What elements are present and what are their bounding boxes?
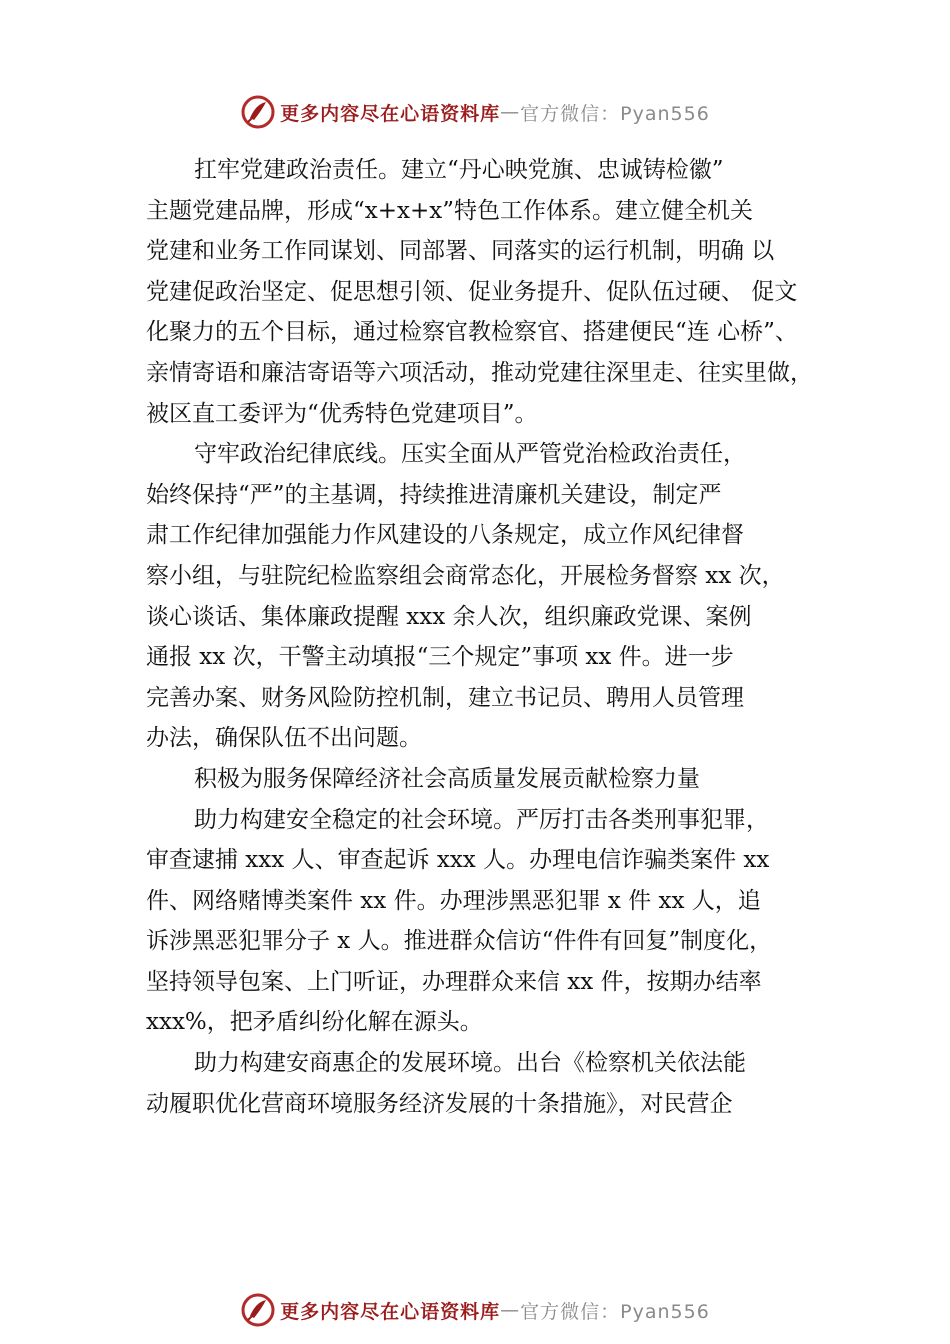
- text-line: 诉涉黑恶犯罪分子 x 人。推进群众信访“件件有回复”制度化，: [146, 928, 773, 955]
- text-line: 助力构建安全稳定的社会环境。严厉打击各类刑事犯罪，: [194, 806, 769, 833]
- section-heading: 积极为服务保障经济社会高质量发展贡献检察力量: [194, 765, 700, 792]
- brush-logo-icon: [240, 94, 276, 130]
- text-line: 始终保持“严”的主基调，持续推进清廉机关建设，制定严: [146, 481, 722, 508]
- banner-contact: 官方微信：Pyan556: [520, 1300, 710, 1323]
- banner-dash: —: [500, 101, 521, 123]
- banner-dash: —: [500, 1299, 521, 1321]
- text-line: 守牢政治纪律底线。压实全面从严管党治检政治责任，: [194, 441, 746, 468]
- banner-brand: 更多内容尽在心语资料库: [280, 102, 501, 125]
- text-line: 谈心谈话、集体廉政提醒 xxx 余人次，组织廉政党课、案例: [146, 603, 752, 630]
- text-line: 审查逮捕 xxx 人、审查起诉 xxx 人。办理电信诈骗类案件 xx: [146, 847, 770, 874]
- text-line: 肃工作纪律加强能力作风建设的八条规定，成立作风纪律督: [146, 522, 744, 549]
- text-line: 党建促政治坚定、促思想引领、促业务提升、促队伍过硬、 促文: [146, 278, 798, 305]
- text-line: 被区直工委评为“优秀特色党建项目”。: [146, 400, 538, 427]
- text-line: 动履职优化营商环境服务经济发展的十条措施》，对民营企: [146, 1090, 733, 1117]
- banner-brand: 更多内容尽在心语资料库: [280, 1300, 501, 1323]
- text-line: xxx%，把矛盾纠纷化解在源头。: [146, 1009, 483, 1036]
- text-line: 化聚力的五个目标，通过检察官教检察官、搭建便民“连 心桥”、: [146, 319, 798, 346]
- text-line: 坚持领导包案、上门听证，办理群众来信 xx 件，按期办结率: [146, 968, 762, 995]
- brush-logo-icon: [240, 1292, 276, 1328]
- text-line: 主题党建品牌，形成“x+x+x”特色工作体系。建立健全机关: [146, 197, 753, 224]
- text-line: 通报 xx 次，干警主动填报“三个规定”事项 xx 件。进一步: [146, 644, 734, 671]
- footer-banner: [0, 1290, 950, 1330]
- text-line: 扛牢党建政治责任。建立“丹心映党旗、忠诚铸检徽”: [194, 157, 724, 183]
- text-line: 件、网络赌博类案件 xx 件。办理涉黑恶犯罪 x 件 xx 人，追: [146, 887, 761, 914]
- text-line: 党建和业务工作同谋划、同部署、同落实的运行机制，明确 以: [146, 238, 775, 265]
- text-line: 察小组，与驻院纪检监察组会商常态化，开展检务督察 xx 次，: [146, 562, 785, 589]
- text-line: 完善办案、财务风险防控机制，建立书记员、聘用人员管理: [146, 684, 744, 711]
- text-line: 亲情寄语和廉洁寄语等六项活动，推动党建往深里走、往实里做，: [146, 359, 813, 386]
- text-line: 助力构建安商惠企的发展环境。出台《检察机关依法能: [194, 1050, 746, 1077]
- banner-contact: 官方微信：Pyan556: [520, 102, 710, 125]
- text-line: 办法，确保队伍不出问题。: [146, 725, 422, 752]
- header-banner: [0, 92, 950, 132]
- document-body: [146, 150, 846, 1124]
